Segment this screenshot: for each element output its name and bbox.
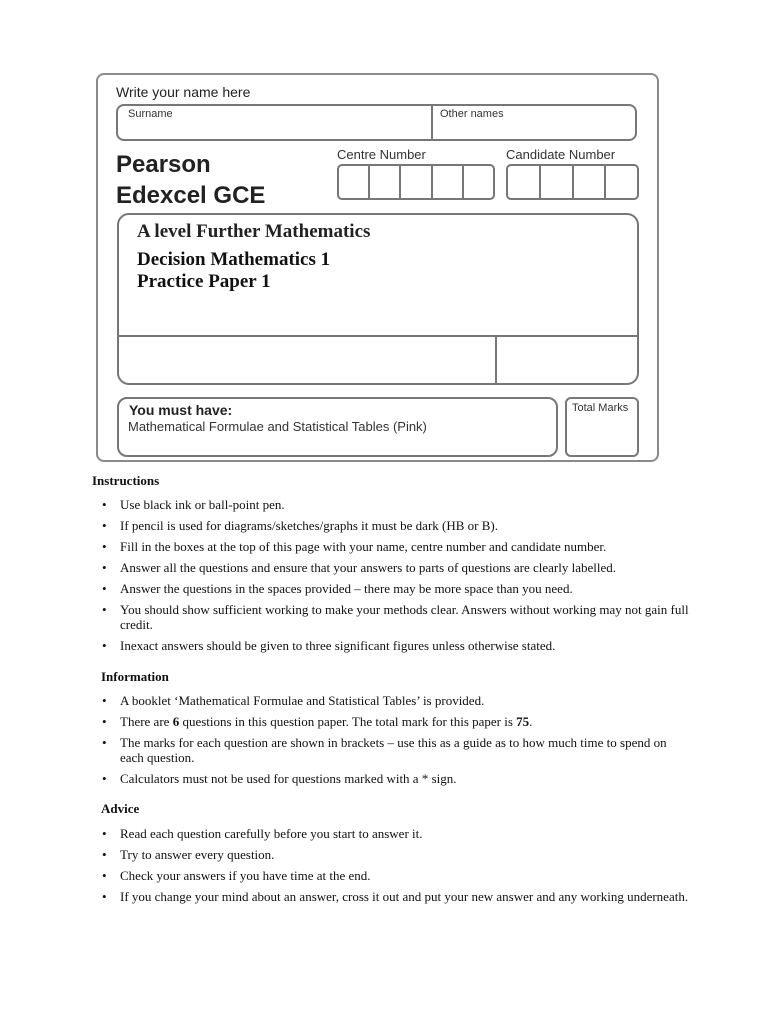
board-name-line2: Edexcel GCE bbox=[116, 182, 266, 209]
list-item: • Check your answers if you have time at the end. bbox=[101, 868, 692, 883]
advice-list bbox=[101, 826, 692, 904]
subject-title: A level Further Mathematics bbox=[137, 221, 371, 242]
centre-digit-box bbox=[401, 166, 432, 198]
list-item: • Calculators must not be used for questions marked with a * sign. bbox=[101, 771, 692, 786]
centre-digit-box bbox=[433, 166, 464, 198]
title-box-vertical-divider bbox=[495, 337, 497, 383]
list-item: • Try to answer every question. bbox=[101, 847, 692, 862]
text-run: There are bbox=[120, 714, 173, 729]
centre-number-boxes bbox=[337, 164, 495, 200]
board-name-line1: Pearson bbox=[116, 151, 211, 178]
instructions-list bbox=[101, 497, 692, 653]
paper-name bbox=[137, 249, 330, 293]
question-count: 6 bbox=[172, 714, 180, 729]
candidate-digit-box bbox=[541, 166, 574, 198]
instructions-heading: Instructions bbox=[92, 473, 160, 488]
list-item: • You should show sufficient working to make your methods clear. Answers without working may not gain full credit. bbox=[101, 602, 692, 632]
centre-digit-box bbox=[464, 166, 493, 198]
paper-name-line2: Practice Paper 1 bbox=[137, 271, 271, 292]
must-have-heading: You must have: bbox=[129, 402, 233, 418]
must-have-box bbox=[117, 397, 558, 457]
list-item: • Use black ink or ball-point pen. bbox=[101, 497, 692, 512]
paper-title-box bbox=[117, 213, 639, 385]
total-marks-box bbox=[565, 397, 639, 457]
list-item: • If pencil is used for diagrams/sketches/graphs it must be dark (HB or B). bbox=[101, 518, 692, 533]
candidate-digit-box bbox=[508, 166, 541, 198]
paper-name-line1: Decision Mathematics 1 bbox=[137, 249, 331, 270]
candidate-cover-box bbox=[96, 73, 659, 462]
advice-section bbox=[101, 801, 692, 904]
centre-number-label: Centre Number bbox=[337, 147, 426, 162]
candidate-digit-box bbox=[606, 166, 637, 198]
name-divider bbox=[431, 106, 433, 139]
list-item: • The marks for each question are shown in brackets – use this as a guide as to how much time to spend on each question. bbox=[101, 735, 692, 765]
total-marks-label: Total Marks bbox=[572, 402, 629, 414]
information-heading: Information bbox=[101, 669, 169, 684]
list-item: • Read each question carefully before you start to answer it. bbox=[101, 826, 692, 841]
text-run: questions in this question paper. The total mark for this paper is bbox=[179, 714, 517, 729]
centre-digit-box bbox=[370, 166, 401, 198]
information-section bbox=[101, 669, 692, 786]
must-have-text: Mathematical Formulae and Statistical Tables (Pink) bbox=[128, 419, 427, 434]
surname-label: Surname bbox=[128, 108, 173, 120]
list-item: • Answer all the questions and ensure that your answers to parts of questions are clearly labelled. bbox=[101, 560, 692, 575]
other-names-label: Other names bbox=[440, 108, 504, 120]
total-mark: 75 bbox=[516, 714, 530, 729]
text-run: . bbox=[529, 714, 533, 729]
list-item: • If you change your mind about an answer, cross it out and put your new answer and any working underneath. bbox=[101, 889, 692, 904]
exam-board-logo bbox=[116, 149, 265, 211]
title-box-divider bbox=[119, 335, 637, 337]
list-item: • Answer the questions in the spaces provided – there may be more space than you need. bbox=[101, 581, 692, 596]
instructions-section bbox=[92, 473, 692, 653]
candidate-number-boxes bbox=[506, 164, 639, 200]
name-field-box bbox=[116, 104, 637, 141]
advice-heading: Advice bbox=[101, 801, 140, 816]
list-item: • A booklet ‘Mathematical Formulae and Statistical Tables’ is provided. bbox=[101, 693, 692, 708]
information-list bbox=[101, 693, 692, 786]
list-item: • Fill in the boxes at the top of this page with your name, centre number and candidate number. bbox=[101, 539, 692, 554]
list-item bbox=[101, 714, 692, 729]
write-name-prompt: Write your name here bbox=[116, 84, 251, 100]
candidate-digit-box bbox=[574, 166, 607, 198]
candidate-number-label: Candidate Number bbox=[506, 147, 616, 162]
list-item: • Inexact answers should be given to three significant figures unless otherwise stated. bbox=[101, 638, 692, 653]
centre-digit-box bbox=[339, 166, 370, 198]
